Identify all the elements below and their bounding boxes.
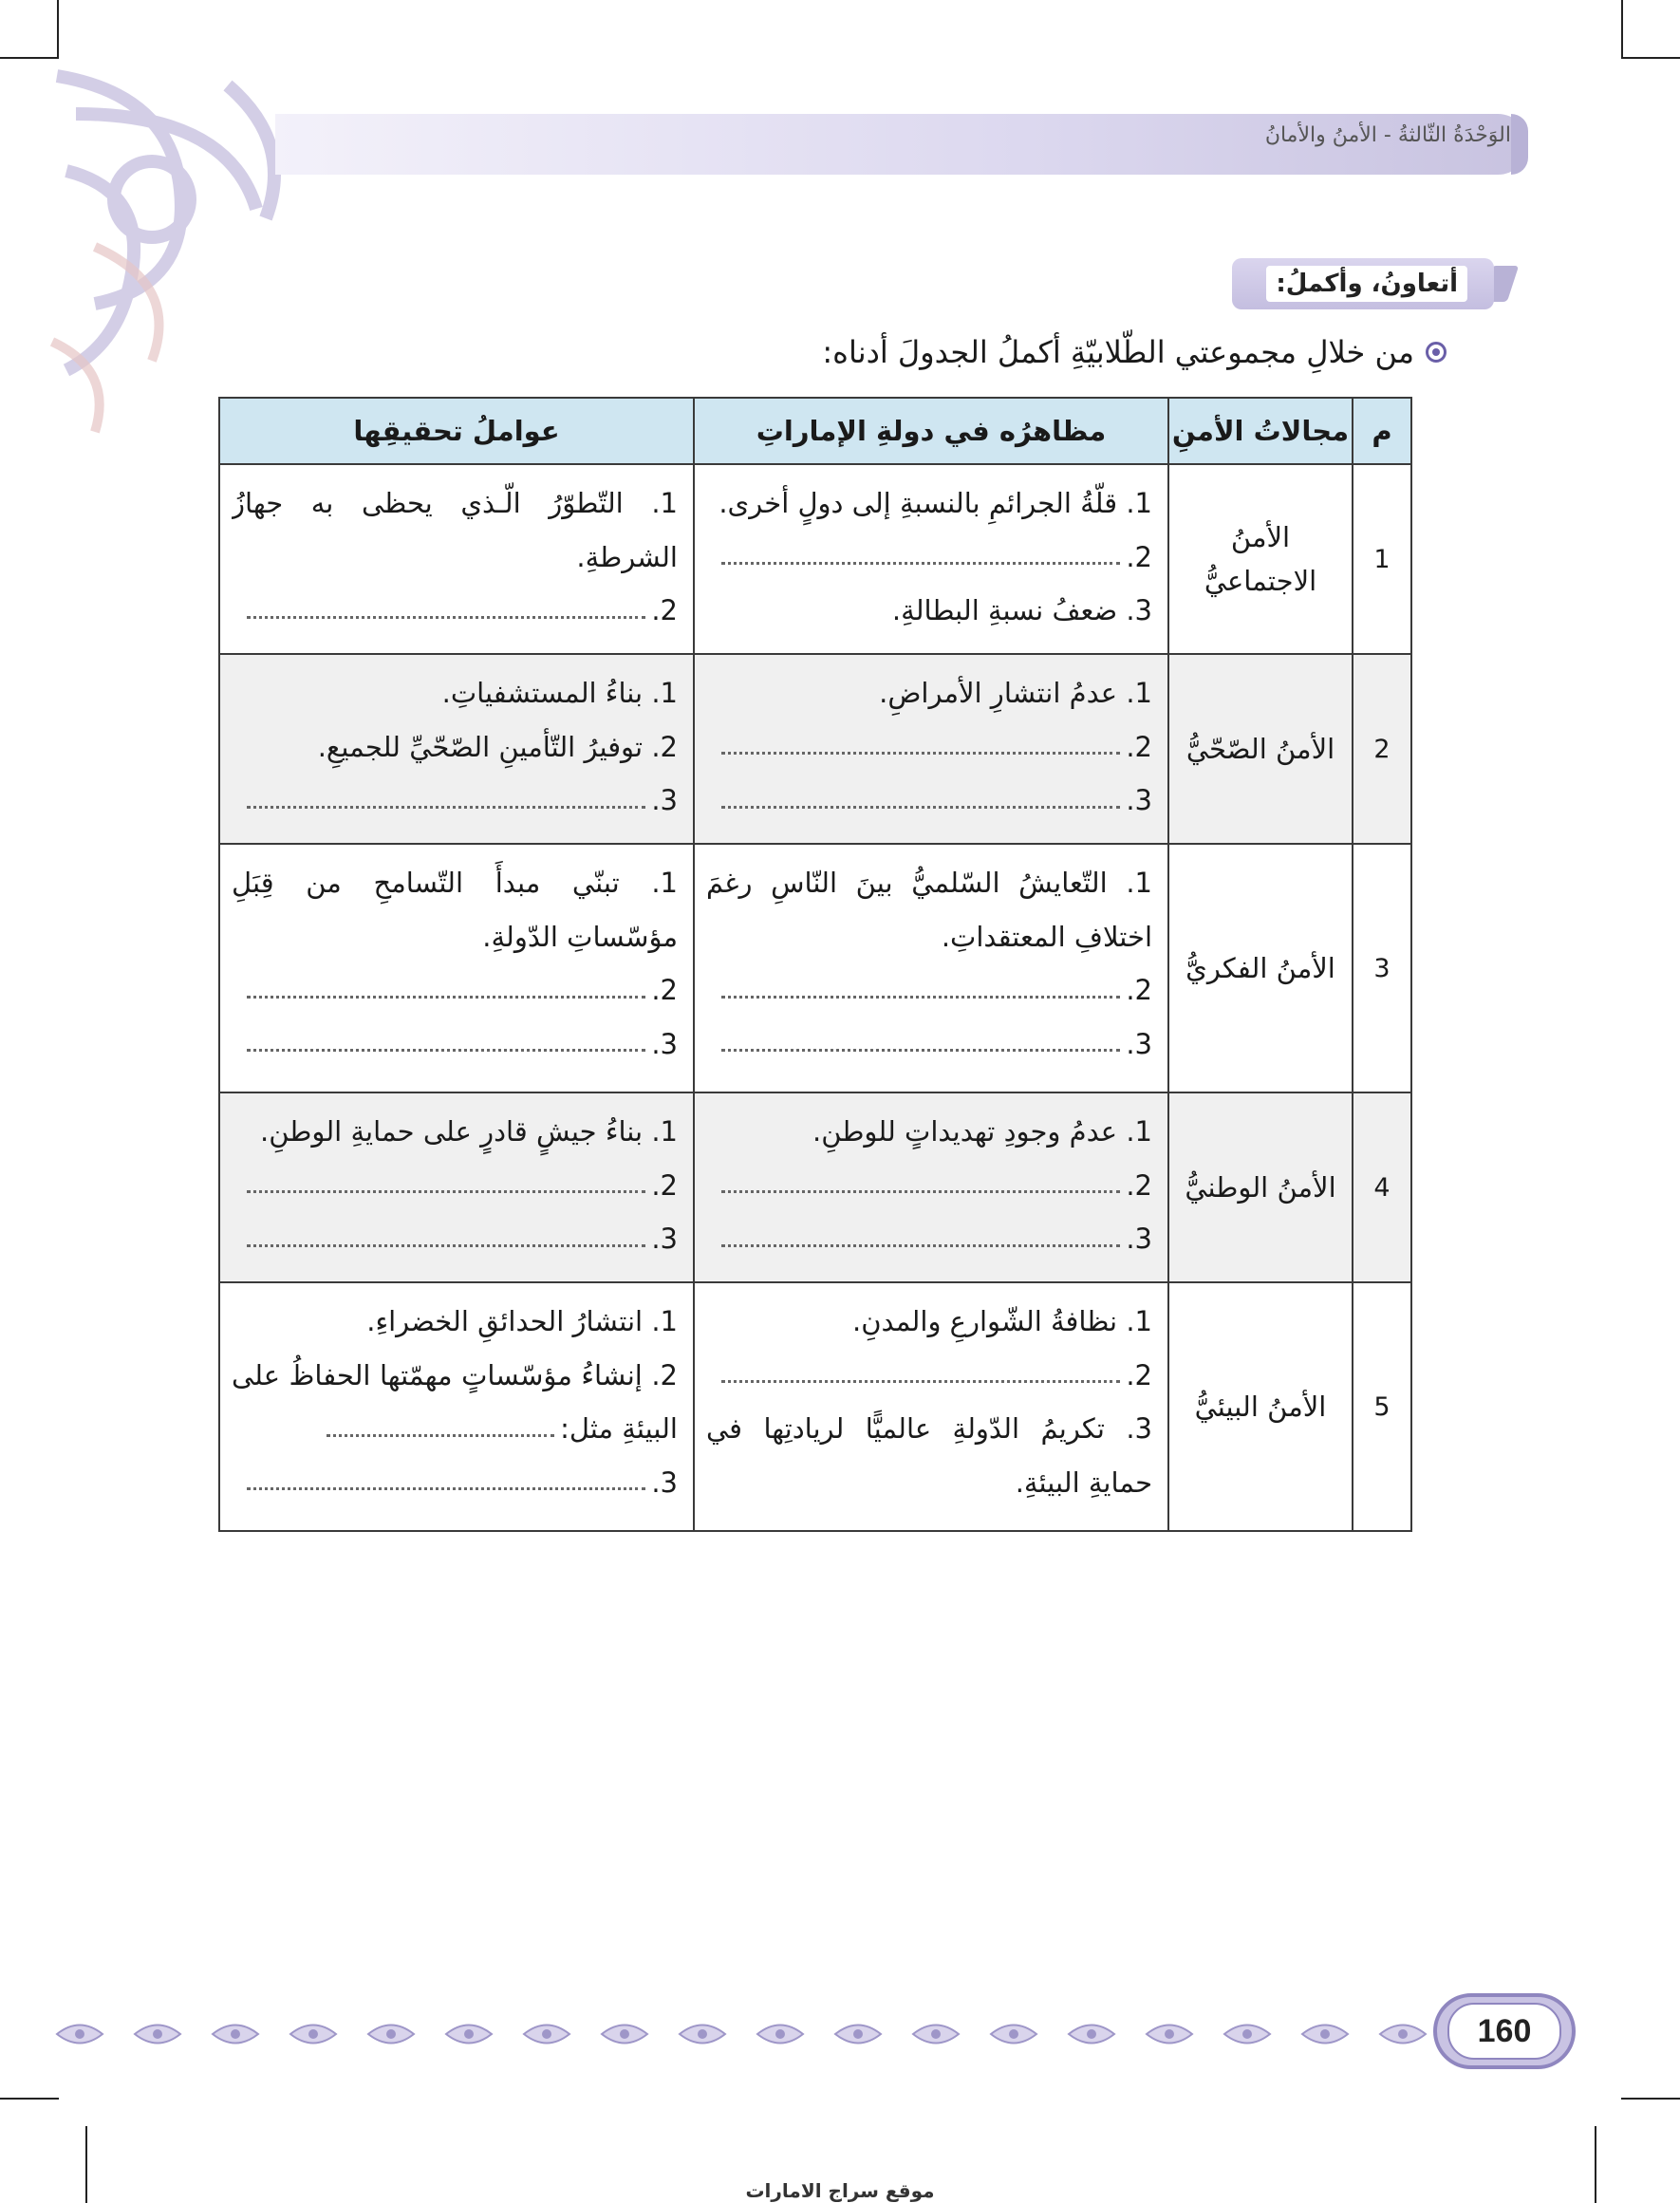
row-num: 5 [1353, 1282, 1411, 1531]
list-item-blank[interactable]: 3. [232, 774, 678, 828]
row-num: 3 [1353, 844, 1411, 1092]
list-item: 1. التّطوّرُ الّـذي يحظى به جهازُ الشرطةِ. [232, 487, 678, 573]
ornament-motif-icon [1143, 2020, 1196, 2048]
table-header-row [219, 398, 1411, 464]
list-item-blank[interactable]: 2. إنشاءُ مؤسّساتٍ مهمّتها الحفاظُ على البيئةِ مثل: [232, 1358, 678, 1446]
header-domain: مجالاتُ الأمنِ [1168, 398, 1353, 464]
arabesque-ornament-icon [38, 57, 313, 437]
row-num: 1 [1353, 464, 1411, 654]
ornament-motif-icon [1065, 2020, 1118, 2048]
list-item: 2. توفيرُ التّأمينِ الصّحّيِّ للجميعِ. [317, 730, 678, 763]
footer-ornament-band [53, 2010, 1429, 2058]
header-num: م [1353, 398, 1411, 464]
fill-in-dots [247, 607, 645, 619]
fill-in-dots [721, 796, 1120, 809]
header-manifestations: مظاهرُه في دولةِ الإماراتِ [694, 398, 1168, 464]
fill-in-dots [247, 1478, 645, 1490]
instruction-text: من خلالِ مجموعتي الطّلابيّةِ أكملُ الجدولَ أدناه: [822, 334, 1414, 370]
ornament-motif-icon [131, 2020, 184, 2048]
list-item-blank[interactable]: 2. [232, 963, 678, 1017]
activity-tag [1232, 258, 1494, 309]
list-item-blank[interactable]: 2. [706, 720, 1152, 775]
list-item-blank[interactable]: 3. [232, 1456, 678, 1510]
row-factors [219, 654, 694, 844]
list-item: 1. انتشارُ الحدائقِ الخضراءِ. [366, 1305, 678, 1337]
list-item: 1. التّعايشُ السّلميُّ بينَ النّاسِ رغمَ اختلافِ المعتقداتِ. [706, 867, 1152, 953]
row-num: 2 [1353, 654, 1411, 844]
page-number: 160 [1447, 2003, 1561, 2060]
ornament-motif-icon [598, 2020, 651, 2048]
fill-in-dots [721, 1181, 1120, 1193]
list-item-blank[interactable]: 2. [706, 963, 1152, 1017]
fill-in-dots [247, 1181, 645, 1193]
site-footer-text: موقع سراج الامارات [745, 2179, 935, 2202]
list-item-blank[interactable]: 3. [706, 1017, 1152, 1072]
page-number-badge [1433, 1993, 1576, 2069]
unit-header-cap [1511, 114, 1528, 175]
table-row [219, 844, 1411, 1092]
table-row [219, 464, 1411, 654]
ornament-motif-icon [209, 2020, 262, 2048]
row-factors [219, 844, 694, 1092]
ornament-motif-icon [53, 2020, 106, 2048]
ornament-motif-icon [1221, 2020, 1274, 2048]
security-table [218, 397, 1412, 1532]
ornament-motif-icon [909, 2020, 962, 2048]
row-factors [219, 464, 694, 654]
crop-mark [57, 0, 59, 59]
ornament-motif-icon [442, 2020, 495, 2048]
list-item: 3. تكريمُ الدّولةِ عالميًّا لريادتِها في حمايةِ البيئةِ. [706, 1412, 1152, 1499]
row-domain: الأمنُ الصّحّيُّ [1168, 654, 1353, 844]
crop-mark [1621, 0, 1623, 59]
list-item: 1. عدمُ وجودِ تهديداتٍ للوطنِ. [812, 1115, 1152, 1148]
list-item: 1. نظافةُ الشّوارعِ والمدنِ. [852, 1305, 1152, 1337]
row-domain: الأمنُ البيئيُّ [1168, 1282, 1353, 1531]
ornament-motif-icon [1298, 2020, 1352, 2048]
fill-in-dots [721, 1235, 1120, 1247]
row-manifestations [694, 1282, 1168, 1531]
list-item-blank[interactable]: 2. [706, 1349, 1152, 1403]
fill-in-dots [721, 986, 1120, 999]
crop-mark [0, 2098, 59, 2100]
fill-in-dots [247, 796, 645, 809]
fill-in-dots [247, 986, 645, 999]
row-factors [219, 1282, 694, 1531]
ornament-motif-icon [1376, 2020, 1429, 2048]
crop-mark [1621, 2098, 1680, 2100]
list-item-blank[interactable]: 3. [706, 774, 1152, 828]
list-item-blank[interactable]: 2. [232, 1159, 678, 1213]
table-row [219, 654, 1411, 844]
fill-in-dots [721, 1039, 1120, 1052]
fill-in-dots [721, 1371, 1120, 1383]
ornament-motif-icon [287, 2020, 340, 2048]
ornament-motif-icon [987, 2020, 1040, 2048]
row-domain: الأمنُ الاجتماعيُّ [1168, 464, 1353, 654]
list-item-blank[interactable]: 2. [706, 531, 1152, 585]
row-manifestations [694, 654, 1168, 844]
fill-in-dots [247, 1235, 645, 1247]
row-domain: الأمنُ الوطنيُّ [1168, 1092, 1353, 1282]
ornament-motif-icon [831, 2020, 885, 2048]
header-factors: عواملُ تحقيقِها [219, 398, 694, 464]
table-row [219, 1282, 1411, 1531]
ornament-motif-icon [676, 2020, 729, 2048]
row-manifestations [694, 464, 1168, 654]
list-item: 1. تبنّي مبدأَ التّسامحِ من قِبَلِ مؤسّساتِ الدّولةِ. [232, 867, 678, 953]
security-table-wrap [220, 397, 1412, 1532]
fill-in-dots [721, 552, 1120, 565]
list-item-blank[interactable]: 2. [232, 584, 678, 638]
table-row [219, 1092, 1411, 1282]
list-item: 1. عدمُ انتشارِ الأمراضِ. [879, 677, 1152, 709]
row-factors [219, 1092, 694, 1282]
list-item-blank[interactable]: 3. [232, 1017, 678, 1072]
list-item-blank[interactable]: 2. [706, 1159, 1152, 1213]
list-item-blank[interactable]: 3. [232, 1212, 678, 1266]
crop-mark [1621, 57, 1680, 59]
list-item: 1. قلّةُ الجرائمِ بالنسبةِ إلى دولٍ أخرى. [719, 487, 1152, 519]
list-item: 1. بناءُ المستشفياتِ. [441, 677, 678, 709]
ornament-motif-icon [520, 2020, 573, 2048]
activity-tag-label: أتعاونُ، وأكملُ: [1266, 266, 1467, 302]
row-num: 4 [1353, 1092, 1411, 1282]
activity-instruction [822, 334, 1447, 370]
fill-in-dots [327, 1425, 554, 1437]
unit-title: الوَحْدَةُ الثّالثةُ - الأمنُ والأمانُ [1264, 123, 1511, 147]
row-manifestations [694, 844, 1168, 1092]
fill-in-dots [721, 742, 1120, 755]
target-bullet-icon [1426, 342, 1447, 363]
list-item: 1. بناءُ جيشٍ قادرٍ على حمايةِ الوطنِ. [259, 1115, 678, 1148]
row-manifestations [694, 1092, 1168, 1282]
fill-in-dots [247, 1039, 645, 1052]
list-item: 3. ضعفُ نسبةِ البطالةِ. [891, 594, 1152, 627]
list-item-blank[interactable]: 3. [706, 1212, 1152, 1266]
ornament-motif-icon [364, 2020, 418, 2048]
ornament-motif-icon [754, 2020, 807, 2048]
row-domain: الأمنُ الفكريُّ [1168, 844, 1353, 1092]
